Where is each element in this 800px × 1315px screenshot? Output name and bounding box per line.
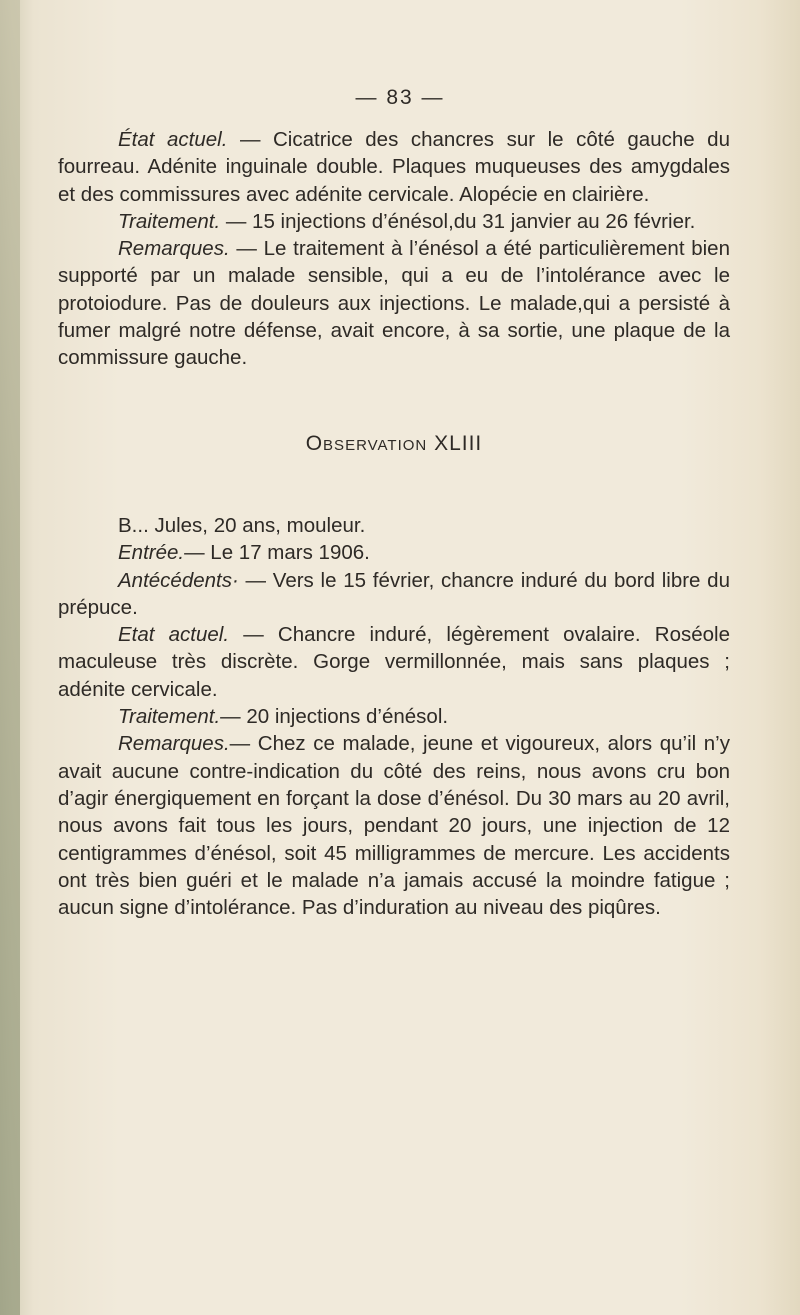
paragraph-text: — 20 injections d’énésol. [220,705,449,729]
run-in-heading: Remarques. [118,237,230,261]
page-number: — 83 — [355,86,445,109]
observation-heading: Observation XLIII [305,431,483,455]
run-in-heading: Remarques. [118,732,230,756]
run-in-heading: Etat actuel. [118,623,230,647]
paragraph-text: B... Jules, 20 ans, mouleur. [118,513,366,537]
paragraph-text: — Chez ce malade, jeune et vigoureux, alors qu’il n’y avait aucune contre-indication du côté des reins, nous avons cru bon d’agir énergiquement en forçant la dose d’énésol. Du 30 mars au 20 avril, nous avons fait tous les jours, pendant 20 jours, une injection de 12 centigrammes d’énésol, soit 45 milligrammes de mercure. Les accidents ont très bien guéri et le malade n’a jamais accusé la moindre fatigue ; aucun signe d’intolérance. Pas d’induration au niveau des piqûres. [58,732,730,920]
run-in-heading: État actuel. [118,128,228,151]
paragraph-text: — Le 17 mars 1906. [184,541,370,565]
paragraph-text: — Le traitement à l’énésol a été particulièrement bien supporté par un malade sensible, qui a eu de l’intolérance avec le protoiodure. Pas de douleurs aux injections. Le malade,qui a persisté à fumer malgré notre défense, avait encore, à sa sortie, une plaque de la commissure gauche. [58,237,730,370]
book-spine-shadow [0,0,20,1315]
run-in-heading: Traitement. [118,209,221,233]
paragraph-entree [58,539,730,566]
paragraph-traitement-2 [58,703,730,730]
paragraph-remarques-1 [58,235,730,371]
text-body [58,126,730,921]
paragraph-text: — Chancre induré, légèrement ovalaire. Roséole maculeuse très discrète. Gorge vermillonnée, mais sans plaques ; adénite cervicale. [58,623,730,701]
paragraph-patient [58,512,730,539]
paragraph-remarques-2 [58,730,730,921]
paragraph-etat-actuel-2 [58,621,730,703]
run-in-heading: Traitement. [118,705,221,729]
paragraph-traitement-1 [58,208,730,235]
paragraph-text: — Vers le 15 février, chancre induré du bord libre du prépuce. [58,568,730,619]
run-in-heading: Antécédents· [118,568,239,592]
paragraph-text: — Cicatrice des chancres sur le côté gauche du fourreau. Adénite inguinale double. Plaques muqueuses des amygdales et des commissures avec adénite cervicale. Alopécie en clairière. [58,128,730,206]
run-in-heading: Entrée. [118,541,185,565]
paragraph-etat-actuel-1 [58,126,730,208]
paragraph-antecedents [58,567,730,622]
paragraph-text: — 15 injections d’énésol,du 31 janvier au 26 février. [220,209,696,233]
